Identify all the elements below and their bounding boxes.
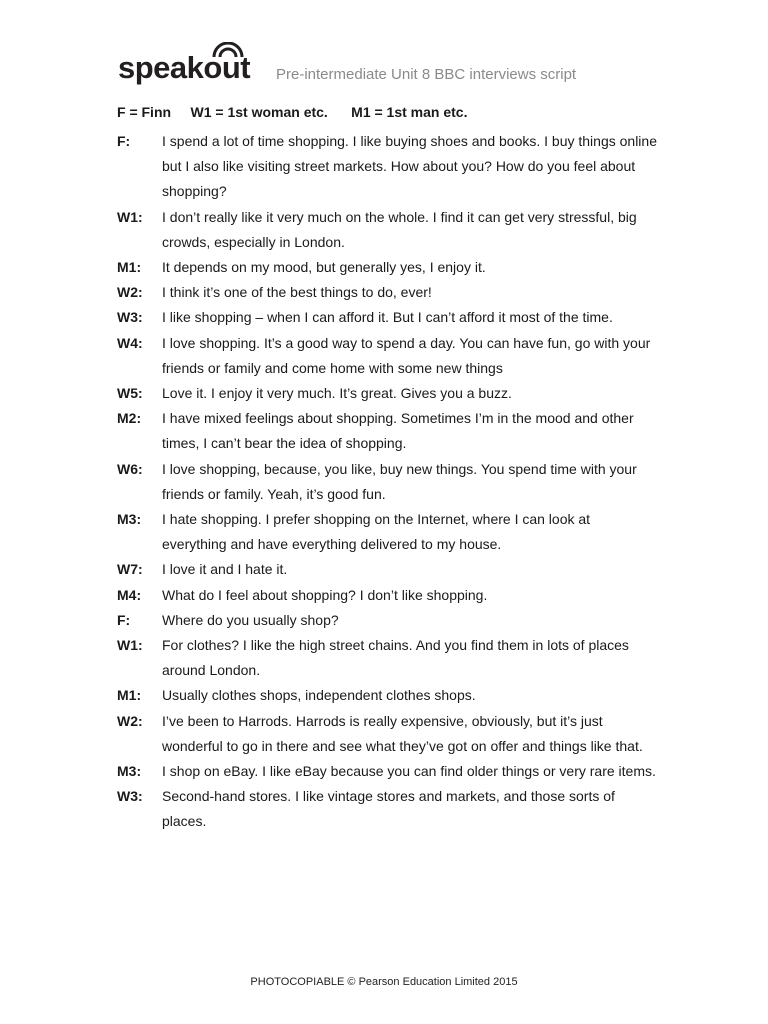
logo-text: speakout <box>118 50 251 85</box>
dialogue-text: Love it. I enjoy it very much. It’s great. Gives you a buzz. <box>162 385 512 402</box>
speaker-label: W1: <box>117 208 143 225</box>
interview-script <box>117 129 657 835</box>
speaker-label: M1: <box>117 687 142 704</box>
dialogue-text: I think it’s one of the best things to do, ever! <box>162 284 432 301</box>
script-entry <box>117 457 657 507</box>
speaker-label: M1: <box>117 259 142 276</box>
speaker-label: W4: <box>117 334 143 351</box>
speaker-key: F = Finn W1 = 1st woman etc. M1 = 1st man etc. <box>117 104 468 120</box>
script-entry <box>117 280 657 305</box>
dialogue-text: I love shopping. It’s a good way to spend a day. You can have fun, go with your friends or family and come home with some new things <box>162 334 651 376</box>
dialogue-text: It depends on my mood, but generally yes, I enjoy it. <box>162 259 486 276</box>
dialogue-text: What do I feel about shopping? I don’t like shopping. <box>162 586 488 603</box>
speaker-label: W2: <box>117 284 143 301</box>
dialogue-text: I spend a lot of time shopping. I like buying shoes and books. I buy things online but I also like visiting street markets. How about you? How do you feel about shopping? <box>162 133 657 200</box>
speaker-label: W1: <box>117 637 143 654</box>
speaker-label: W3: <box>117 788 143 805</box>
script-entry <box>117 557 657 582</box>
page-header <box>118 40 678 90</box>
script-entry <box>117 608 657 633</box>
dialogue-text: I’ve been to Harrods. Harrods is really expensive, obviously, but it’s just wonderful to go in there and see what they’ve got on offer and things like that. <box>162 712 643 754</box>
speaker-label: M3: <box>117 511 142 528</box>
dialogue-text: I love shopping, because, you like, buy new things. You spend time with your friends or family. Yeah, it’s good fun. <box>162 460 637 502</box>
dialogue-text: I shop on eBay. I like eBay because you can find older things or very rare items. <box>162 763 656 780</box>
script-entry <box>117 205 657 255</box>
copyright-footer: PHOTOCOPIABLE © Pearson Education Limited 2015 <box>250 976 518 988</box>
script-entry <box>117 381 657 406</box>
dialogue-text: I hate shopping. I prefer shopping on the Internet, where I can look at everything and have everything delivered to my house. <box>162 511 591 553</box>
script-entry <box>117 406 657 456</box>
dialogue-text: I don’t really like it very much on the whole. I find it can get very stressful, big crowds, especially in London. <box>162 208 637 250</box>
script-entry <box>117 683 657 708</box>
script-entry <box>117 129 657 205</box>
dialogue-text: I love it and I hate it. <box>162 561 288 578</box>
dialogue-text: For clothes? I like the high street chains. And you find them in lots of places around London. <box>162 637 629 679</box>
speaker-label: W6: <box>117 460 143 477</box>
script-entry <box>117 507 657 557</box>
speaker-label: F: <box>117 611 131 628</box>
script-entry <box>117 255 657 280</box>
speaker-label: F: <box>117 133 131 149</box>
script-entry <box>117 305 657 330</box>
dialogue-text: I like shopping – when I can afford it. But I can’t afford it most of the time. <box>162 309 613 326</box>
script-entry <box>117 583 657 608</box>
script-entry <box>117 633 657 683</box>
speaker-label: W5: <box>117 385 143 402</box>
speaker-label: W3: <box>117 309 143 326</box>
script-entry <box>117 709 657 759</box>
speakout-logo <box>118 40 274 90</box>
script-entry <box>117 759 657 784</box>
dialogue-text: I have mixed feelings about shopping. Sometimes I’m in the mood and other times, I can’t bear the idea of shopping. <box>162 410 634 452</box>
speaker-label: M4: <box>117 586 142 603</box>
speaker-label: W2: <box>117 712 143 729</box>
dialogue-text: Usually clothes shops, independent clothes shops. <box>162 687 476 704</box>
speaker-label: M2: <box>117 410 142 427</box>
script-entry <box>117 331 657 381</box>
dialogue-text: Where do you usually shop? <box>162 611 339 628</box>
speaker-label: M3: <box>117 763 142 780</box>
script-entry <box>117 784 657 834</box>
dialogue-text: Second-hand stores. I like vintage stores and markets, and those sorts of places. <box>162 788 615 830</box>
speaker-label: W7: <box>117 561 143 578</box>
document-subtitle: Pre-intermediate Unit 8 BBC interviews script <box>276 66 577 83</box>
